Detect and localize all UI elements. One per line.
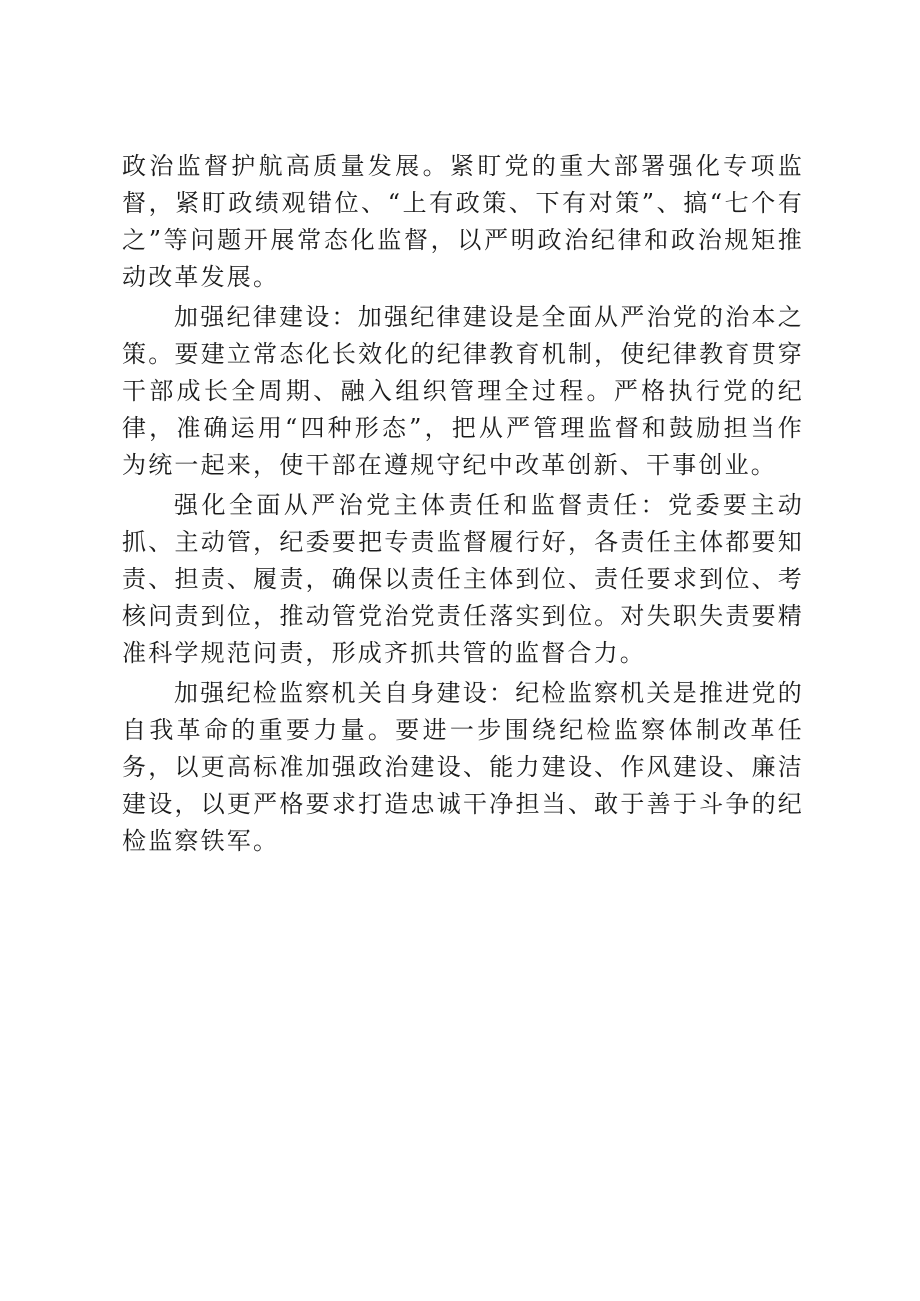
paragraph-discipline-building: 加强纪律建设：加强纪律建设是全面从严治党的治本之策。要建立常态化长效化的纪律教育机制，使纪律教育贯穿干部成长全周期、融入组织管理全过程。严格执行党的纪律，准确运用“四种形态”，把从严管理监督和鼓励担当作为统一起来，使干部在遵规守纪中改革创新、干事创业。 <box>122 303 804 479</box>
paragraph-self-building: 加强纪检监察机关自身建设：纪检监察机关是推进党的自我革命的重要力量。要进一步围绕纪检监察体制改革任务，以更高标准加强政治建设、能力建设、作风建设、廉洁建设，以更严格要求打造忠诚干净担当、敢于善于斗争的纪检监察铁军。 <box>122 679 804 855</box>
paragraph-responsibility: 强化全面从严治党主体责任和监督责任：党委要主动抓、主动管，纪委要把专责监督履行好，各责任主体都要知责、担责、履责，确保以责任主体到位、责任要求到位、考核问责到位，推动管党治党责任落实到位。对失职失责要精准科学规范问责，形成齐抓共管的监督合力。 <box>122 491 804 667</box>
document-body <box>122 148 804 863</box>
paragraph-continuation: 政治监督护航高质量发展。紧盯党的重大部署强化专项监督，紧盯政绩观错位、“上有政策、下有对策”、搞“七个有之”等问题开展常态化监督，以严明政治纪律和政治规矩推动改革发展。 <box>122 152 804 291</box>
